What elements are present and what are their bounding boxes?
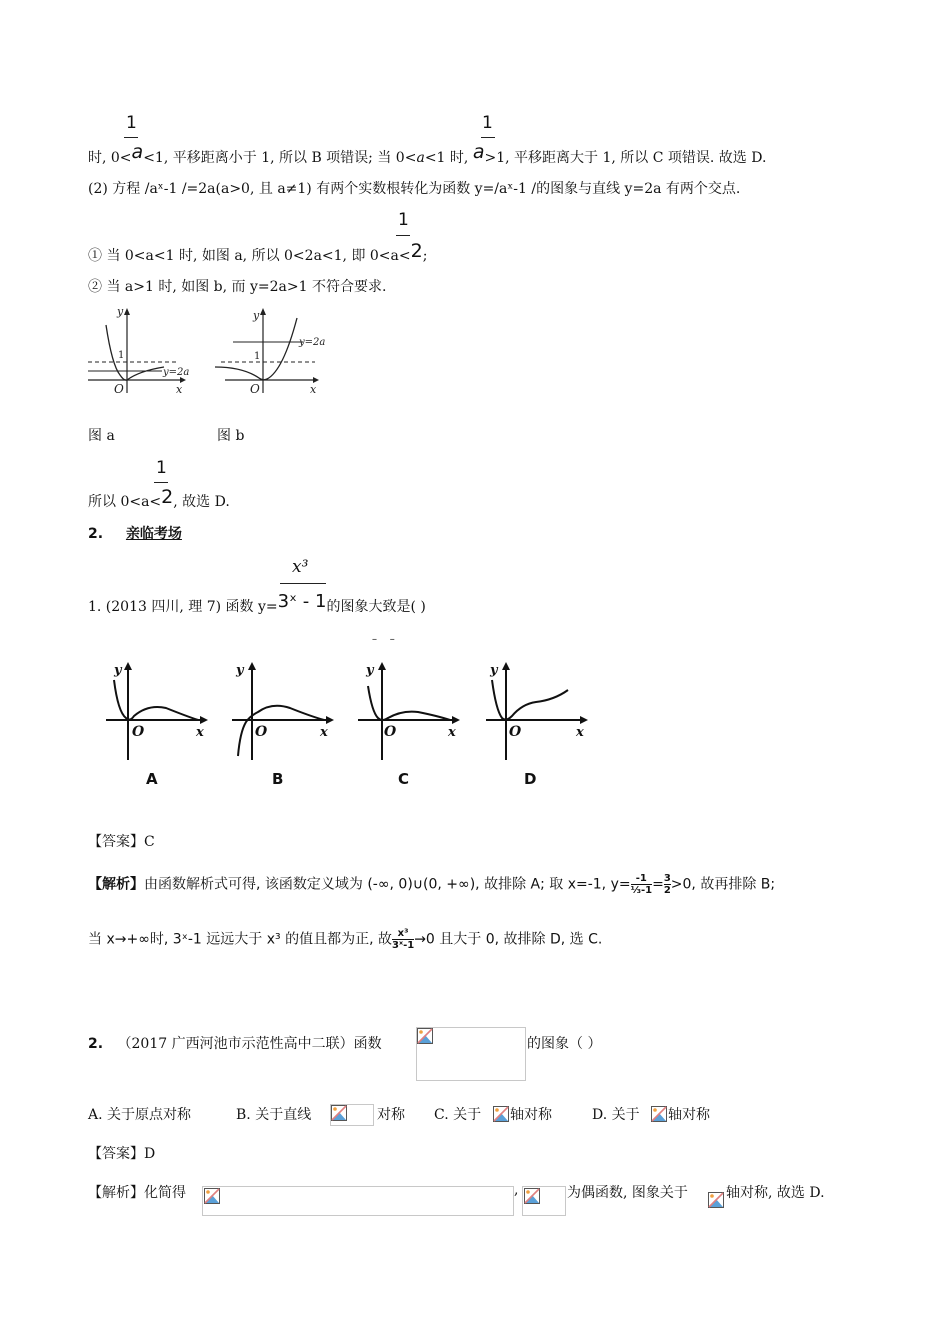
q2-answer: [88, 1143, 155, 1163]
broken-image-icon: [493, 1106, 509, 1122]
svg-text:x: x: [196, 725, 204, 740]
analysis-tag: 【解析】: [88, 876, 144, 893]
svg-text:y: y: [117, 305, 124, 318]
option-text: 关于: [611, 1107, 640, 1123]
fraction-denominator: 2: [161, 486, 174, 508]
analysis-post: 轴对称, 故选 D.: [726, 1185, 825, 1201]
equals-sign: =: [652, 876, 664, 893]
option-d-graph[interactable]: [482, 660, 592, 760]
fraction-denominator: 3ˣ - 1: [277, 591, 327, 612]
fraction-bar: [154, 482, 168, 483]
svg-text:O: O: [114, 382, 124, 395]
option-a-label[interactable]: A: [146, 770, 158, 788]
text-segment: , 故选 D.: [173, 494, 230, 510]
text-segment: 所以 0<a<: [88, 494, 162, 510]
text-segment: >1, 平移距离大于 1, 所以 C 项错误. 故选 D.: [484, 150, 767, 166]
text-segment: 的图象大致是( ): [326, 599, 426, 615]
question-2-stem: [88, 1033, 382, 1053]
text-segment: ① 当 0<a<1 时, 如图 a, 所以 0<2a<1, 即 0<a<: [88, 248, 411, 264]
svg-text:1: 1: [254, 351, 261, 362]
fraction-numerator: 1: [398, 210, 409, 230]
text-segment: 由函数解析式可得, 该函数定义域为 (-∞, 0)∪(0, +∞), 故排除 A; 取 x=-1, y=: [144, 876, 631, 893]
answer-tag: 【答案】: [88, 1146, 144, 1162]
text-segment: <1 时,: [424, 150, 473, 166]
text-segment: 1. (2013 四川, 理 7) 函数 y=: [88, 599, 278, 615]
svg-text:x: x: [320, 725, 328, 740]
broken-image-icon: [708, 1192, 724, 1208]
option-c-label[interactable]: C: [398, 770, 410, 788]
section-heading: [88, 523, 182, 543]
q2-option-c-post: 轴对称: [510, 1107, 552, 1123]
fraction-numerator: 1: [482, 113, 493, 133]
fraction-numerator: 1: [156, 458, 167, 478]
fraction-x3-over: [392, 928, 414, 951]
svg-text:y: y: [114, 663, 122, 678]
analysis-tag: 【解析】: [88, 1185, 144, 1201]
text-segment: >0, 故再排除 B;: [670, 876, 776, 893]
fraction-minus1-over: [631, 873, 652, 896]
broken-image-frame: [202, 1186, 514, 1216]
option-d-label[interactable]: D: [524, 770, 537, 788]
case-1-text: [88, 240, 428, 266]
option-label: A.: [88, 1107, 103, 1123]
figure-b-caption: 图 b: [217, 428, 245, 444]
option-a-graph[interactable]: [102, 660, 212, 760]
svg-text:O: O: [132, 724, 145, 740]
stray-marks: – –: [372, 634, 395, 645]
broken-image-icon: [524, 1188, 540, 1204]
q1-analysis-line-1: [88, 873, 775, 896]
q1-answer: [88, 832, 155, 852]
text-segment: →0 且大于 0, 故排除 D, 选 C.: [414, 931, 603, 948]
svg-text:O: O: [255, 724, 268, 740]
fraction-denominator: ⅓-1: [630, 885, 653, 896]
option-text: 关于原点对称: [107, 1107, 192, 1123]
option-text: 关于: [453, 1107, 482, 1123]
option-text: 关于直线: [255, 1107, 312, 1123]
analysis-mid: 为偶函数, 图象关于: [567, 1185, 688, 1201]
svg-text:x: x: [448, 725, 456, 740]
broken-image-icon: [204, 1188, 220, 1204]
fraction-numerator: -1: [631, 873, 652, 885]
question-2-stem-post: 的图象（ ）: [527, 1036, 602, 1052]
fraction-denominator: 2: [663, 885, 671, 896]
svg-text:O: O: [250, 382, 260, 395]
text-segment: 化简得: [144, 1185, 186, 1201]
option-label: D.: [592, 1107, 608, 1123]
broken-image-icon: [331, 1105, 347, 1121]
svg-text:x: x: [310, 383, 317, 395]
q2-option-c[interactable]: [434, 1104, 481, 1124]
svg-text:1: 1: [118, 350, 125, 361]
svg-text:y=2a: y=2a: [299, 337, 326, 348]
fraction-3-over-2: [664, 873, 671, 896]
q2-option-d-post: 轴对称: [668, 1107, 710, 1123]
q2-option-b[interactable]: [236, 1104, 311, 1124]
svg-text:y: y: [236, 663, 244, 678]
case-2-text: ② 当 a>1 时, 如图 b, 而 y=2a>1 不符合要求.: [88, 279, 387, 295]
fraction-numerator: 3: [663, 873, 671, 884]
option-b-label[interactable]: B: [272, 770, 284, 788]
option-c-graph[interactable]: [354, 660, 464, 760]
fraction-denominator: 3ˣ-1: [392, 940, 415, 951]
text-segment: ;: [422, 248, 428, 264]
answer-value: D: [144, 1146, 156, 1162]
fraction-denominator: a: [472, 141, 485, 163]
option-label: C.: [434, 1107, 449, 1123]
answer-value: C: [144, 834, 155, 850]
answer-tag: 【答案】: [88, 834, 144, 850]
svg-text:x: x: [576, 725, 584, 740]
variable-a: a: [416, 150, 425, 166]
fraction-denominator: 2: [410, 240, 423, 262]
fraction-numerator: 1: [126, 113, 137, 133]
fraction-bar: [124, 137, 138, 138]
svg-text:y: y: [490, 663, 498, 678]
svg-text:y: y: [253, 309, 260, 322]
text-line-1: [88, 141, 767, 168]
svg-text:O: O: [384, 724, 397, 740]
figure-a-caption: 图 a: [88, 428, 115, 444]
svg-text:x: x: [176, 383, 183, 395]
figure-b-graph: [213, 305, 333, 395]
analysis-comma: ,: [514, 1182, 519, 1198]
fraction-bar: [396, 235, 410, 236]
fraction-denominator: a: [131, 141, 144, 163]
fraction-numerator: x³: [392, 928, 414, 940]
q2-option-d[interactable]: [592, 1104, 640, 1124]
option-label: B.: [236, 1107, 251, 1123]
svg-text:O: O: [509, 724, 522, 740]
fraction-numerator: x³: [292, 557, 309, 577]
svg-text:y=2a: y=2a: [163, 367, 190, 378]
q1-analysis-line-2: [88, 928, 602, 951]
section-number: 2.: [88, 526, 104, 542]
question-number: 2.: [88, 1036, 104, 1052]
fraction-bar: [481, 137, 495, 138]
fraction-bar: [280, 583, 326, 584]
q2-option-b-post: 对称: [377, 1107, 405, 1123]
broken-image-icon: [651, 1106, 667, 1122]
option-b-graph[interactable]: [228, 660, 338, 760]
conclusion-text: [88, 486, 230, 512]
text-segment: <1, 平移距离小于 1, 所以 B 项错误; 当 0<: [143, 150, 417, 166]
svg-text:y: y: [366, 663, 374, 678]
text-line-2: (2) 方程 /aˣ-1 /=2a(a>0, 且 a≠1) 有两个实数根转化为函数 y=/aˣ-1 /的图象与直线 y=2a 有两个交点.: [88, 181, 741, 197]
text-segment: （2017 广西河池市示范性高中二联）函数: [117, 1036, 382, 1052]
text-segment: 当 x→+∞时, 3ˣ-1 远远大于 x³ 的值且都为正, 故: [88, 931, 392, 948]
figure-a-graph: [84, 305, 194, 395]
text-segment: 时, 0<: [88, 150, 132, 166]
question-1-stem: [88, 591, 426, 617]
q2-analysis: [88, 1182, 186, 1202]
section-title: 亲临考场: [125, 526, 182, 542]
broken-image-icon: [417, 1028, 433, 1044]
q2-option-a[interactable]: [88, 1104, 191, 1124]
